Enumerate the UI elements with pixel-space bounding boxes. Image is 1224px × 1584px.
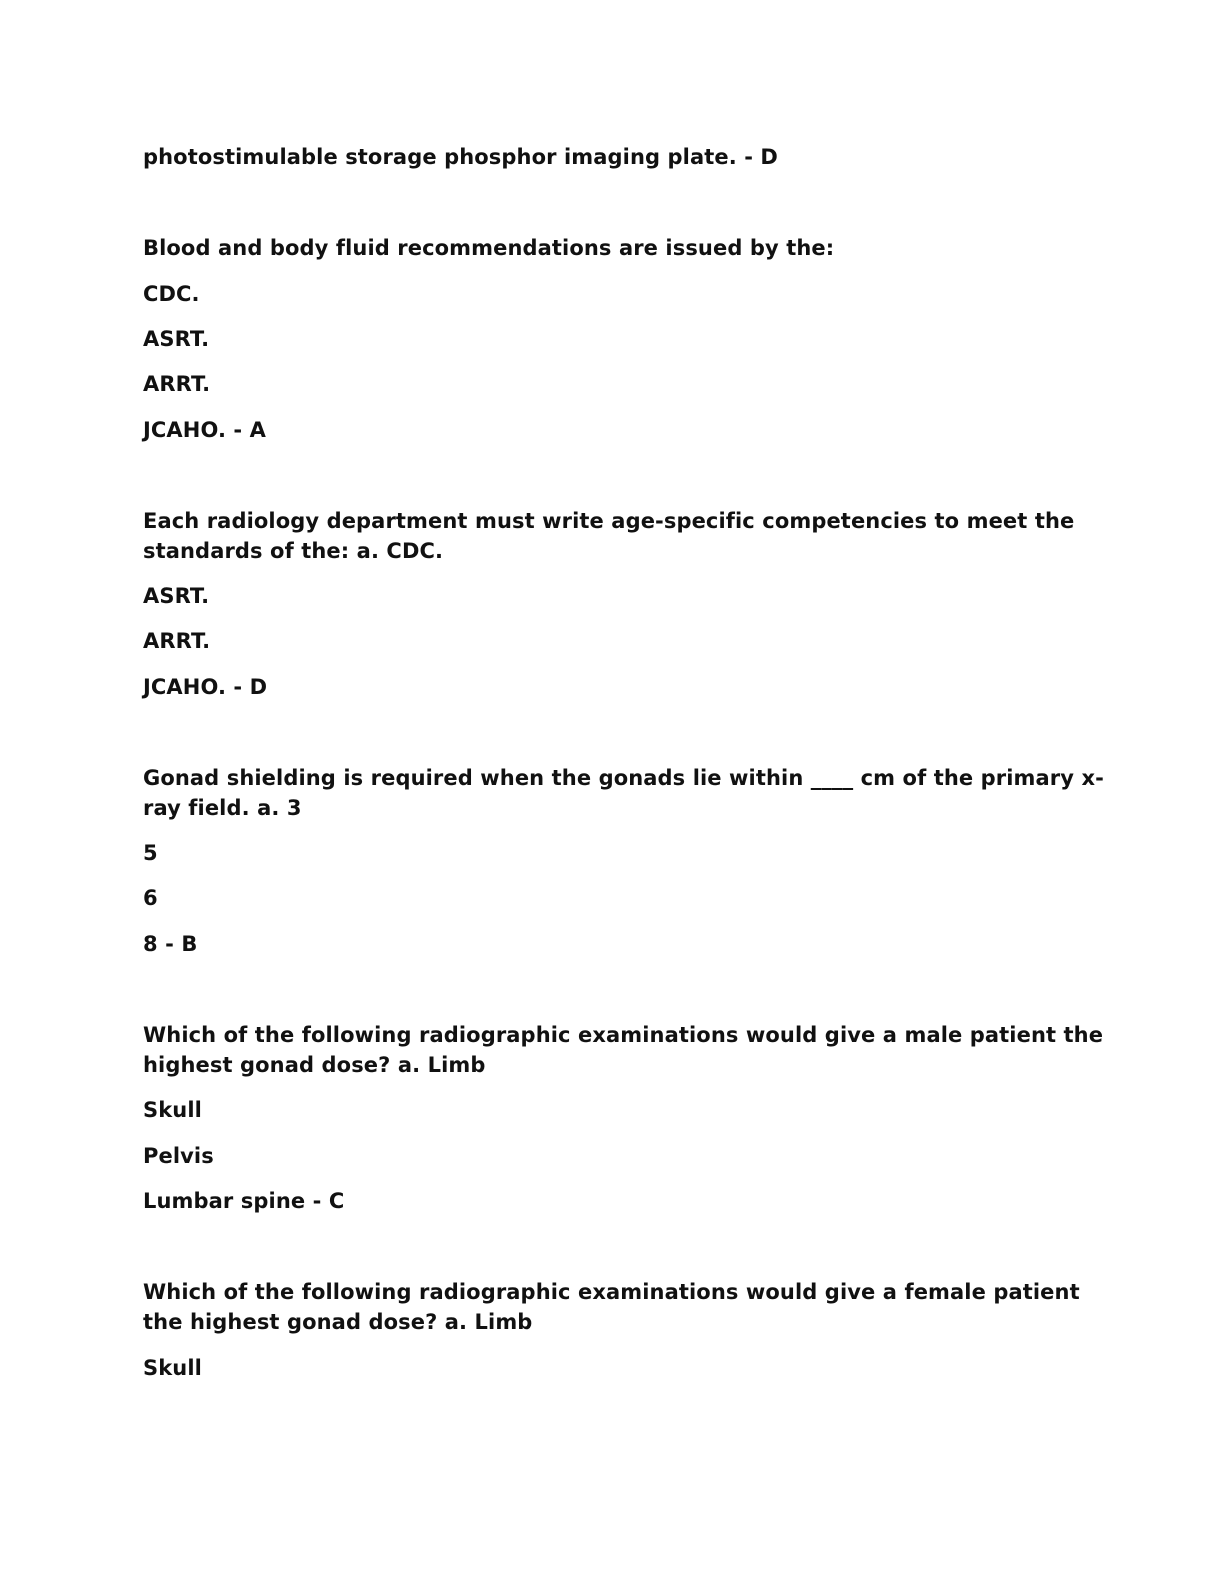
question-line: standards of the: a. CDC. (143, 539, 444, 563)
option-line: Pelvis (143, 1144, 214, 1168)
option-line: 5 (143, 841, 158, 865)
answer-line: 8 - B (143, 932, 198, 956)
question-line: highest gonad dose? a. Limb (143, 1053, 486, 1077)
answer-line: JCAHO. - D (143, 675, 268, 699)
option-line: 6 (143, 886, 158, 910)
option-line: Skull (143, 1356, 202, 1380)
question-line: Blood and body fluid recommendations are issued by the: (143, 236, 835, 260)
answer-line: photostimulable storage phosphor imaging plate. - D (143, 145, 778, 169)
option-line: CDC. (143, 282, 200, 306)
option-line: ARRT. (143, 629, 211, 653)
question-line: the highest gonad dose? a. Limb (143, 1310, 533, 1334)
option-line: ASRT. (143, 327, 210, 351)
question-line: Which of the following radiographic examinations would give a female patient (143, 1280, 1080, 1304)
option-line: Skull (143, 1098, 202, 1122)
option-line: ASRT. (143, 584, 210, 608)
answer-line: Lumbar spine - C (143, 1189, 345, 1213)
option-line: ARRT. (143, 372, 211, 396)
question-line: Each radiology department must write age-specific competencies to meet the (143, 509, 1075, 533)
question-line: Gonad shielding is required when the gonads lie within ____ cm of the primary x- (143, 766, 1104, 790)
question-line: ray field. a. 3 (143, 796, 302, 820)
answer-line: JCAHO. - A (143, 418, 267, 442)
question-line: Which of the following radiographic examinations would give a male patient the (143, 1023, 1104, 1047)
